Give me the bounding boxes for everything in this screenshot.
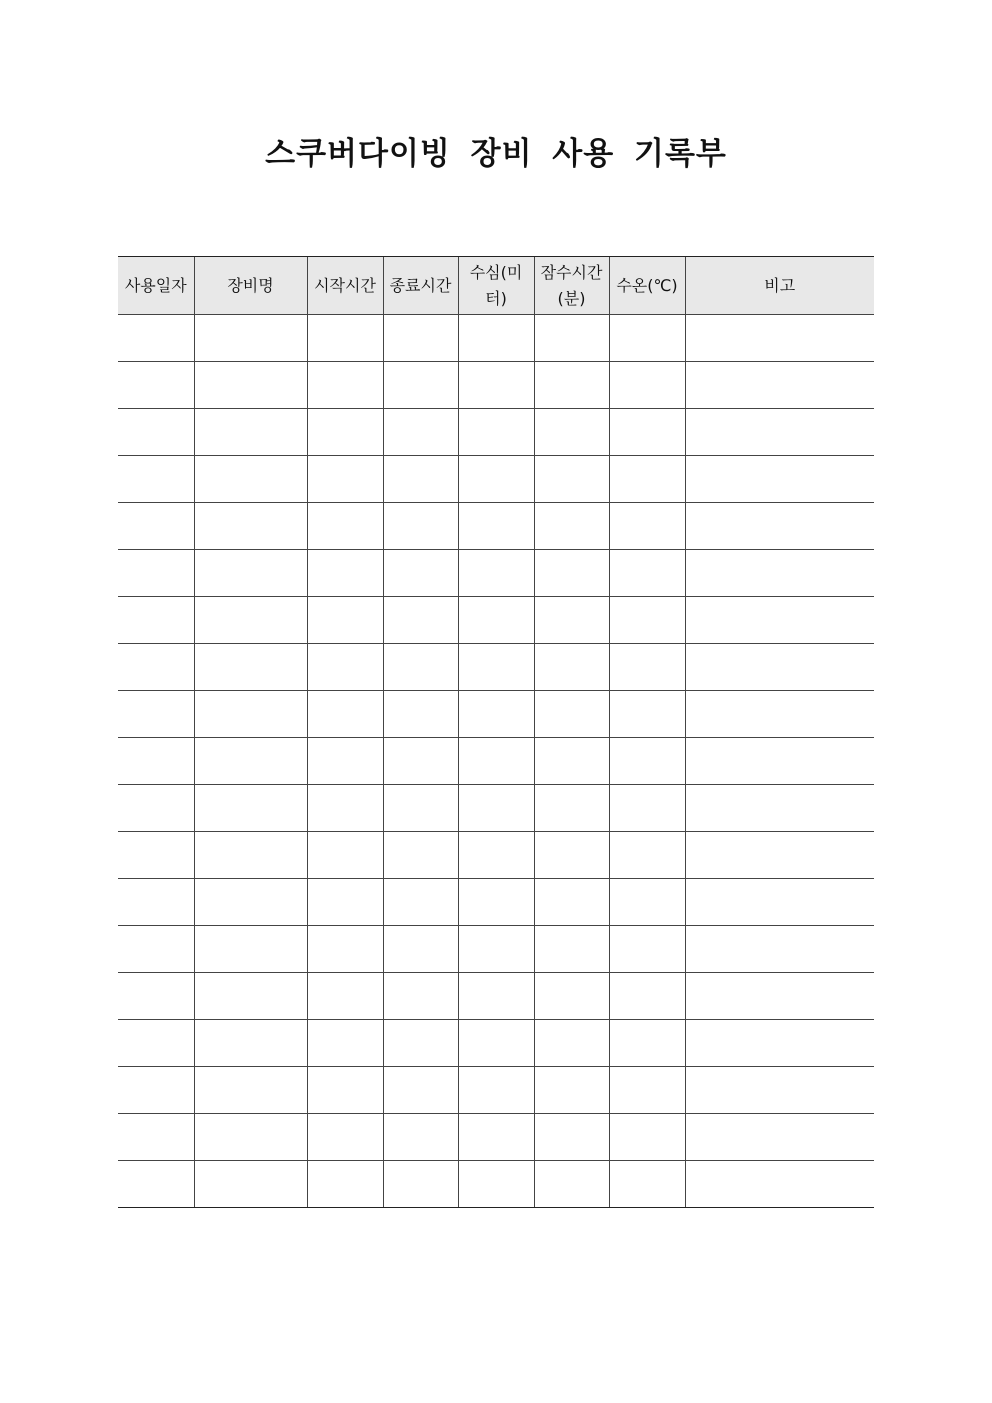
- table-row: [118, 1020, 874, 1067]
- cell-depth[interactable]: [458, 1114, 534, 1161]
- cell-equipment-name[interactable]: [194, 644, 307, 691]
- cell-dive-duration[interactable]: [534, 644, 609, 691]
- cell-start-time[interactable]: [307, 1020, 383, 1067]
- cell-water-temperature[interactable]: [609, 456, 685, 503]
- cell-depth[interactable]: [458, 691, 534, 738]
- cell-usage-date[interactable]: [118, 409, 194, 456]
- cell-depth[interactable]: [458, 550, 534, 597]
- table-row: [118, 785, 874, 832]
- table-row: [118, 926, 874, 973]
- cell-end-time[interactable]: [383, 1114, 458, 1161]
- cell-water-temperature[interactable]: [609, 362, 685, 409]
- page-title: 스쿠버다이빙 장비 사용 기록부: [265, 136, 727, 172]
- table-row: [118, 1067, 874, 1114]
- cell-usage-date[interactable]: [118, 456, 194, 503]
- cell-end-time[interactable]: [383, 785, 458, 832]
- cell-dive-duration[interactable]: [534, 315, 609, 362]
- cell-equipment-name[interactable]: [194, 691, 307, 738]
- cell-dive-duration[interactable]: [534, 1161, 609, 1208]
- cell-remarks[interactable]: [685, 832, 874, 879]
- cell-end-time[interactable]: [383, 409, 458, 456]
- cell-remarks[interactable]: [685, 785, 874, 832]
- header-depth: 수심(미터): [458, 257, 534, 315]
- cell-depth[interactable]: [458, 362, 534, 409]
- cell-start-time[interactable]: [307, 785, 383, 832]
- cell-end-time[interactable]: [383, 315, 458, 362]
- cell-remarks[interactable]: [685, 738, 874, 785]
- cell-depth[interactable]: [458, 738, 534, 785]
- cell-start-time[interactable]: [307, 362, 383, 409]
- cell-usage-date[interactable]: [118, 832, 194, 879]
- cell-water-temperature[interactable]: [609, 409, 685, 456]
- cell-equipment-name[interactable]: [194, 597, 307, 644]
- cell-start-time[interactable]: [307, 738, 383, 785]
- cell-depth[interactable]: [458, 456, 534, 503]
- cell-dive-duration[interactable]: [534, 1114, 609, 1161]
- cell-start-time[interactable]: [307, 456, 383, 503]
- cell-dive-duration[interactable]: [534, 879, 609, 926]
- cell-equipment-name[interactable]: [194, 456, 307, 503]
- header-remarks: 비고: [685, 257, 874, 315]
- cell-usage-date[interactable]: [118, 1020, 194, 1067]
- cell-usage-date[interactable]: [118, 785, 194, 832]
- cell-end-time[interactable]: [383, 550, 458, 597]
- cell-depth[interactable]: [458, 973, 534, 1020]
- cell-end-time[interactable]: [383, 926, 458, 973]
- cell-depth[interactable]: [458, 597, 534, 644]
- cell-start-time[interactable]: [307, 691, 383, 738]
- cell-end-time[interactable]: [383, 597, 458, 644]
- cell-usage-date[interactable]: [118, 1161, 194, 1208]
- cell-water-temperature[interactable]: [609, 597, 685, 644]
- cell-usage-date[interactable]: [118, 691, 194, 738]
- cell-end-time[interactable]: [383, 738, 458, 785]
- table-row: [118, 973, 874, 1020]
- equipment-log-table: [118, 256, 874, 1208]
- cell-start-time[interactable]: [307, 550, 383, 597]
- table-row: [118, 879, 874, 926]
- header-equipment-name: 장비명: [194, 257, 307, 315]
- cell-end-time[interactable]: [383, 1161, 458, 1208]
- cell-usage-date[interactable]: [118, 1067, 194, 1114]
- cell-dive-duration[interactable]: [534, 926, 609, 973]
- cell-water-temperature[interactable]: [609, 973, 685, 1020]
- cell-usage-date[interactable]: [118, 879, 194, 926]
- cell-usage-date[interactable]: [118, 597, 194, 644]
- header-dive-duration: 잠수시간(분): [534, 257, 609, 315]
- cell-start-time[interactable]: [307, 973, 383, 1020]
- table-row: [118, 644, 874, 691]
- cell-end-time[interactable]: [383, 456, 458, 503]
- cell-remarks[interactable]: [685, 1067, 874, 1114]
- cell-end-time[interactable]: [383, 644, 458, 691]
- cell-depth[interactable]: [458, 832, 534, 879]
- cell-dive-duration[interactable]: [534, 973, 609, 1020]
- cell-water-temperature[interactable]: [609, 832, 685, 879]
- cell-usage-date[interactable]: [118, 362, 194, 409]
- cell-dive-duration[interactable]: [534, 691, 609, 738]
- cell-usage-date[interactable]: [118, 503, 194, 550]
- cell-equipment-name[interactable]: [194, 550, 307, 597]
- cell-water-temperature[interactable]: [609, 1020, 685, 1067]
- cell-equipment-name[interactable]: [194, 785, 307, 832]
- cell-start-time[interactable]: [307, 832, 383, 879]
- cell-dive-duration[interactable]: [534, 550, 609, 597]
- cell-remarks[interactable]: [685, 926, 874, 973]
- cell-remarks[interactable]: [685, 362, 874, 409]
- cell-start-time[interactable]: [307, 597, 383, 644]
- cell-end-time[interactable]: [383, 503, 458, 550]
- cell-end-time[interactable]: [383, 832, 458, 879]
- cell-water-temperature[interactable]: [609, 926, 685, 973]
- cell-equipment-name[interactable]: [194, 1020, 307, 1067]
- cell-equipment-name[interactable]: [194, 973, 307, 1020]
- table-row: [118, 832, 874, 879]
- cell-depth[interactable]: [458, 1161, 534, 1208]
- table-row: [118, 362, 874, 409]
- cell-equipment-name[interactable]: [194, 362, 307, 409]
- cell-depth[interactable]: [458, 785, 534, 832]
- cell-water-temperature[interactable]: [609, 503, 685, 550]
- cell-start-time[interactable]: [307, 644, 383, 691]
- cell-depth[interactable]: [458, 409, 534, 456]
- cell-usage-date[interactable]: [118, 315, 194, 362]
- cell-dive-duration[interactable]: [534, 1067, 609, 1114]
- cell-usage-date[interactable]: [118, 1114, 194, 1161]
- cell-equipment-name[interactable]: [194, 1161, 307, 1208]
- cell-remarks[interactable]: [685, 409, 874, 456]
- table-row: [118, 456, 874, 503]
- cell-depth[interactable]: [458, 879, 534, 926]
- cell-equipment-name[interactable]: [194, 503, 307, 550]
- table-row: [118, 315, 874, 362]
- cell-depth[interactable]: [458, 926, 534, 973]
- cell-remarks[interactable]: [685, 503, 874, 550]
- cell-remarks[interactable]: [685, 644, 874, 691]
- cell-end-time[interactable]: [383, 973, 458, 1020]
- table-body: [118, 315, 874, 1208]
- cell-dive-duration[interactable]: [534, 1020, 609, 1067]
- cell-end-time[interactable]: [383, 1020, 458, 1067]
- cell-remarks[interactable]: [685, 879, 874, 926]
- cell-start-time[interactable]: [307, 1067, 383, 1114]
- cell-equipment-name[interactable]: [194, 879, 307, 926]
- cell-end-time[interactable]: [383, 879, 458, 926]
- cell-dive-duration[interactable]: [534, 597, 609, 644]
- cell-water-temperature[interactable]: [609, 738, 685, 785]
- cell-equipment-name[interactable]: [194, 1067, 307, 1114]
- header-start-time: 시작시간: [307, 257, 383, 315]
- table-row: [118, 503, 874, 550]
- cell-remarks[interactable]: [685, 315, 874, 362]
- cell-dive-duration[interactable]: [534, 409, 609, 456]
- cell-start-time[interactable]: [307, 1114, 383, 1161]
- table-row: [118, 409, 874, 456]
- cell-start-time[interactable]: [307, 315, 383, 362]
- cell-equipment-name[interactable]: [194, 315, 307, 362]
- cell-dive-duration[interactable]: [534, 832, 609, 879]
- cell-equipment-name[interactable]: [194, 738, 307, 785]
- cell-equipment-name[interactable]: [194, 1114, 307, 1161]
- table-row: [118, 691, 874, 738]
- header-end-time: 종료시간: [383, 257, 458, 315]
- cell-depth[interactable]: [458, 1020, 534, 1067]
- cell-end-time[interactable]: [383, 362, 458, 409]
- header-water-temperature: 수온(℃): [609, 257, 685, 315]
- cell-water-temperature[interactable]: [609, 1067, 685, 1114]
- table-row: [118, 550, 874, 597]
- cell-water-temperature[interactable]: [609, 644, 685, 691]
- table-header-row: [118, 257, 874, 315]
- cell-depth[interactable]: [458, 1067, 534, 1114]
- cell-water-temperature[interactable]: [609, 691, 685, 738]
- cell-start-time[interactable]: [307, 926, 383, 973]
- table-row: [118, 1114, 874, 1161]
- cell-start-time[interactable]: [307, 409, 383, 456]
- cell-remarks[interactable]: [685, 1161, 874, 1208]
- cell-usage-date[interactable]: [118, 644, 194, 691]
- cell-end-time[interactable]: [383, 1067, 458, 1114]
- cell-dive-duration[interactable]: [534, 456, 609, 503]
- cell-usage-date[interactable]: [118, 973, 194, 1020]
- cell-water-temperature[interactable]: [609, 550, 685, 597]
- cell-water-temperature[interactable]: [609, 785, 685, 832]
- cell-remarks[interactable]: [685, 691, 874, 738]
- header-usage-date: 사용일자: [118, 257, 194, 315]
- table-row: [118, 597, 874, 644]
- cell-water-temperature[interactable]: [609, 1161, 685, 1208]
- cell-equipment-name[interactable]: [194, 832, 307, 879]
- cell-usage-date[interactable]: [118, 550, 194, 597]
- cell-depth[interactable]: [458, 315, 534, 362]
- cell-start-time[interactable]: [307, 503, 383, 550]
- cell-start-time[interactable]: [307, 879, 383, 926]
- table-row: [118, 738, 874, 785]
- cell-remarks[interactable]: [685, 1020, 874, 1067]
- cell-dive-duration[interactable]: [534, 503, 609, 550]
- cell-start-time[interactable]: [307, 1161, 383, 1208]
- cell-remarks[interactable]: [685, 597, 874, 644]
- cell-end-time[interactable]: [383, 691, 458, 738]
- cell-water-temperature[interactable]: [609, 315, 685, 362]
- cell-dive-duration[interactable]: [534, 362, 609, 409]
- table-row: [118, 1161, 874, 1208]
- cell-water-temperature[interactable]: [609, 879, 685, 926]
- cell-remarks[interactable]: [685, 973, 874, 1020]
- cell-equipment-name[interactable]: [194, 409, 307, 456]
- cell-remarks[interactable]: [685, 1114, 874, 1161]
- cell-usage-date[interactable]: [118, 926, 194, 973]
- cell-dive-duration[interactable]: [534, 738, 609, 785]
- cell-water-temperature[interactable]: [609, 1114, 685, 1161]
- cell-depth[interactable]: [458, 644, 534, 691]
- cell-usage-date[interactable]: [118, 738, 194, 785]
- cell-remarks[interactable]: [685, 550, 874, 597]
- cell-remarks[interactable]: [685, 456, 874, 503]
- cell-equipment-name[interactable]: [194, 926, 307, 973]
- cell-depth[interactable]: [458, 503, 534, 550]
- cell-dive-duration[interactable]: [534, 785, 609, 832]
